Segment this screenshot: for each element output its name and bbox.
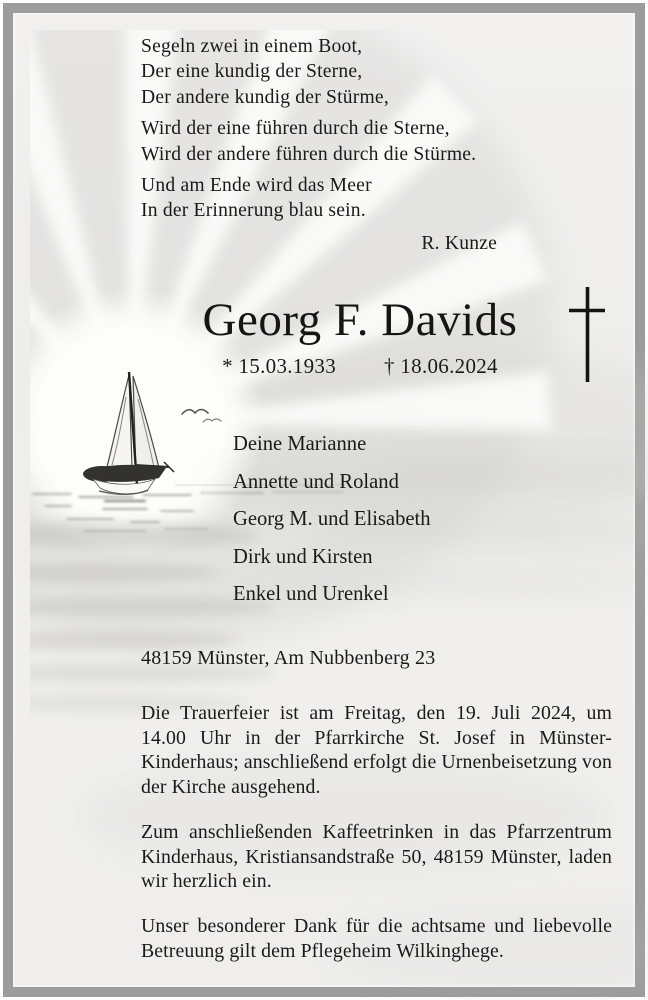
- poem-line: Der andere kundig der Stürme,: [141, 86, 389, 108]
- mourner-name: Annette und Roland: [233, 470, 399, 493]
- poem-stanza-3: [141, 173, 499, 224]
- mourner-name: Georg M. und Elisabeth: [233, 508, 431, 531]
- poem-stanza-2: [141, 116, 499, 167]
- deceased-block: [140, 292, 580, 379]
- mourners-list: [233, 426, 431, 614]
- poem-attribution: R. Kunze: [421, 232, 497, 254]
- cross-icon: [565, 282, 610, 387]
- funeral-details: Die Trauerfeier ist am Freitag, den 19. Juli 2024, um 14.00 Uhr in der Pfarrkirche St. Josef in Münster-Kinderhaus; anschließend erfolgt die Urnenbeisetzung von der Kirche ausgehend.: [141, 702, 612, 798]
- poem-line: Und am Ende wird das Meer: [141, 175, 372, 197]
- deceased-name: Georg F. Davids: [202, 294, 518, 346]
- mourner-name: Enkel und Urenkel: [233, 583, 389, 606]
- life-dates: [140, 354, 580, 379]
- poem-stanza-1: [141, 34, 499, 110]
- poem-line: Der eine kundig der Sterne,: [141, 61, 363, 83]
- birth-date: * 15.03.1933: [222, 354, 336, 378]
- poem-line: Wird der andere führen durch die Stürme.: [141, 143, 477, 165]
- reception-details: Zum anschließenden Kaffeetrinken in das Pfarrzentrum Kinderhaus, Kristiansandstraße 50, 48159 Münster, laden wir herzlich ein.: [141, 821, 612, 893]
- poem-line: Segeln zwei in einem Boot,: [141, 36, 363, 57]
- poem-line: Wird der eine führen durch die Sterne,: [141, 118, 450, 140]
- poem-line: In der Erinnerung blau sein.: [141, 200, 366, 222]
- poem: [141, 34, 499, 256]
- mourner-name: Deine Marianne: [233, 433, 367, 455]
- family-address: 48159 Münster, Am Nubbenberg 23: [141, 647, 436, 669]
- death-date: † 18.06.2024: [384, 354, 498, 378]
- mourner-name: Dirk und Kirsten: [233, 545, 373, 568]
- thanks-note: Unser besonderer Dank für die achtsame und liebevolle Betreuung gilt dem Pflegeheim Wilkinghege.: [141, 915, 612, 962]
